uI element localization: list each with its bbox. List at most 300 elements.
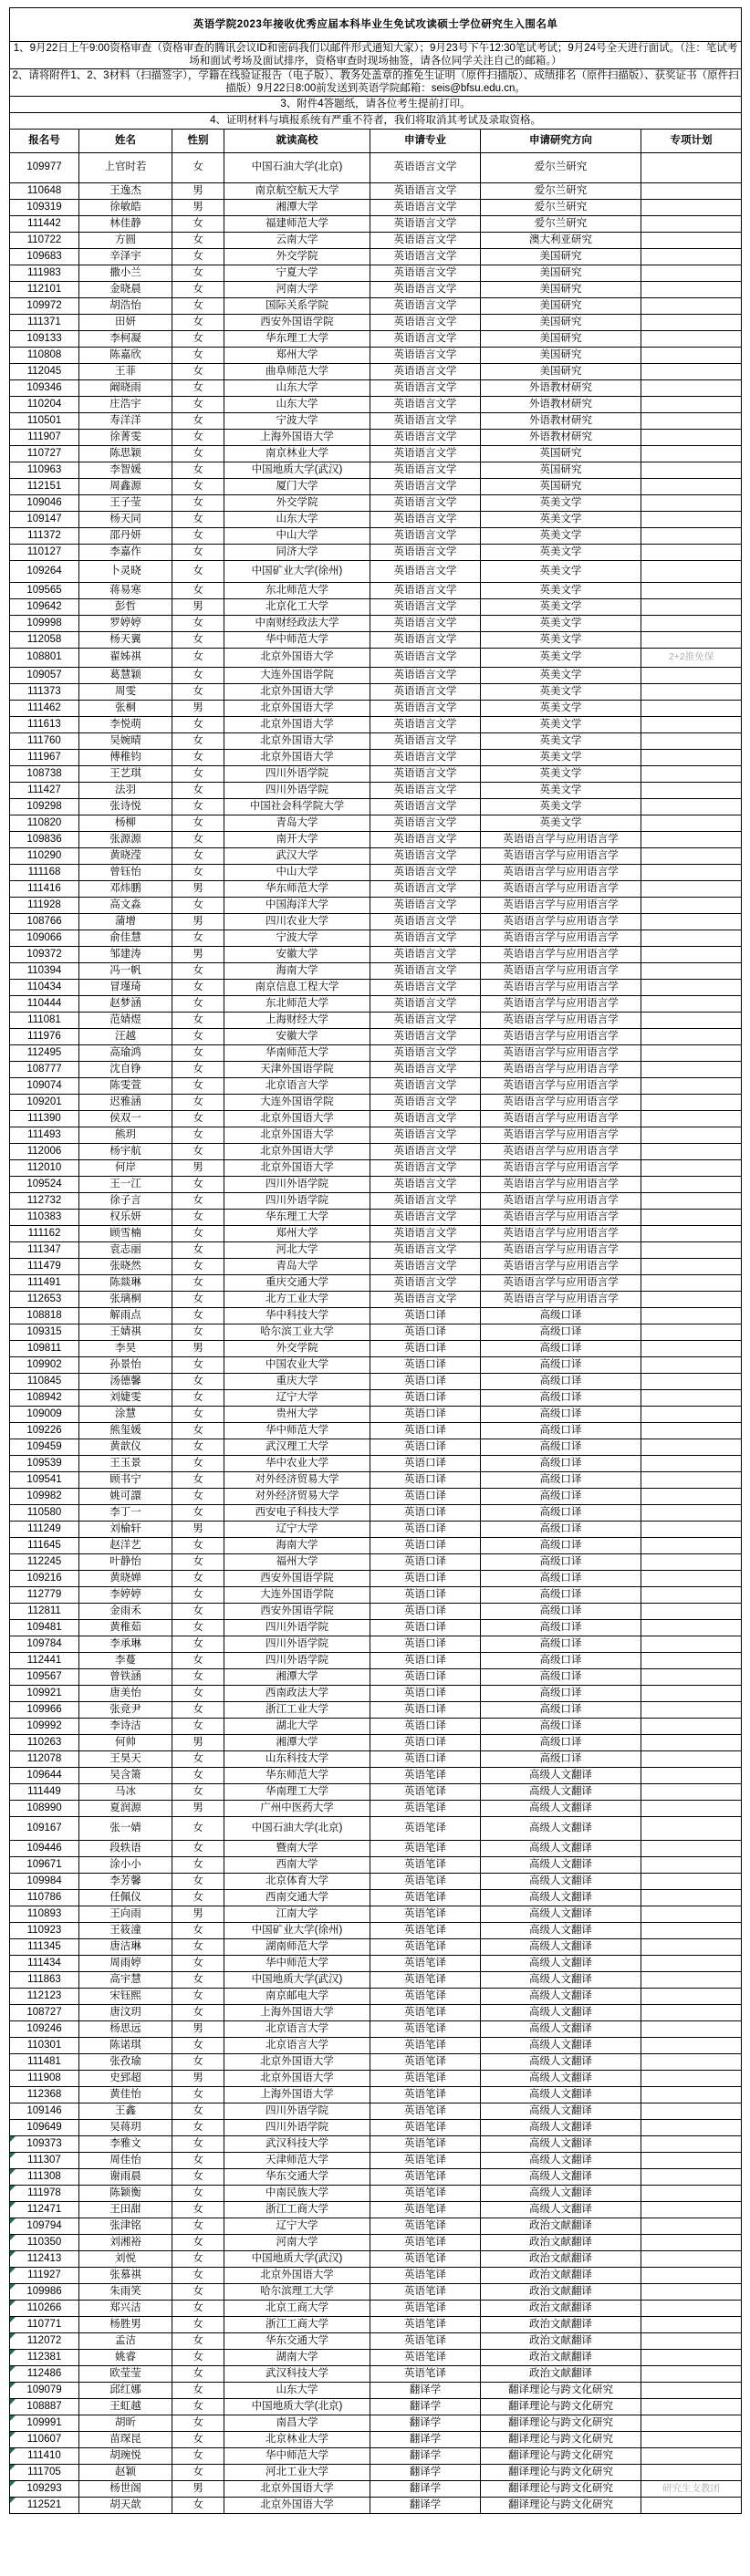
cell-major: 英语语言文学: [370, 667, 481, 683]
cell-university: 宁夏大学: [224, 265, 370, 281]
cell-reg-no: 112381: [10, 2349, 79, 2365]
cell-special-plan: [641, 363, 742, 379]
cell-name: 赵颖: [79, 2464, 172, 2480]
cell-special-plan: [641, 2447, 742, 2464]
cell-major: 英语语言文学: [370, 379, 481, 396]
table-row: [10, 1094, 742, 1110]
cell-name: 张慕祺: [79, 2267, 172, 2283]
cell-university: 东北师范大学: [224, 582, 370, 598]
cell-special-plan: [641, 782, 742, 798]
cell-special-plan: [641, 1356, 742, 1373]
cell-reg-no: 112441: [10, 1652, 79, 1668]
cell-direction: 高级口译: [481, 1619, 641, 1636]
cell-reg-no: 110808: [10, 347, 79, 363]
cell-name: 王菲: [79, 363, 172, 379]
error-flag-triangle-icon: [10, 2481, 16, 2487]
cell-name: 杨世阁: [79, 2480, 172, 2497]
cell-major: 英语笔译: [370, 2037, 481, 2053]
cell-gender: 男: [172, 598, 224, 615]
error-flag-triangle-icon: [10, 2465, 16, 2470]
cell-reg-no: 109459: [10, 1439, 79, 1455]
cell-reg-no: 110394: [10, 962, 79, 979]
table-row: [10, 2267, 742, 2283]
cell-special-plan: [641, 1094, 742, 1110]
cell-direction: 高级口译: [481, 1652, 641, 1668]
table-row: [10, 1800, 742, 1816]
cell-name: 李悦萌: [79, 716, 172, 732]
cell-special-plan: [641, 297, 742, 314]
cell-name: 张璃桐: [79, 1291, 172, 1307]
cell-gender: 女: [172, 330, 224, 347]
cell-special-plan: [641, 1586, 742, 1603]
cell-direction: 英语语言学与应用语言学: [481, 1258, 641, 1274]
cell-reg-no: 109982: [10, 1488, 79, 1504]
cell-university: 北京语言大学: [224, 2020, 370, 2037]
cell-name: 冯一帆: [79, 962, 172, 979]
cell-direction: 高级人文翻译: [481, 1988, 641, 2004]
cell-name: 张源源: [79, 831, 172, 847]
cell-major: 英语笔译: [370, 2070, 481, 2086]
cell-name: 周鑫源: [79, 478, 172, 494]
cell-direction: 爱尔兰研究: [481, 215, 641, 232]
cell-reg-no: 109836: [10, 831, 79, 847]
cell-direction: 英语语言学与应用语言学: [481, 995, 641, 1012]
cell-gender: 女: [172, 511, 224, 527]
cell-gender: 女: [172, 2497, 224, 2513]
cell-university: 四川外语学院: [224, 2103, 370, 2119]
cell-gender: 女: [172, 1971, 224, 1988]
cell-special-plan: [641, 667, 742, 683]
cell-reg-no: 111434: [10, 1955, 79, 1971]
cell-major: 英语语言文学: [370, 1012, 481, 1028]
cell-major: 英语口译: [370, 1521, 481, 1537]
table-row: [10, 363, 742, 379]
cell-gender: 女: [172, 429, 224, 445]
cell-university: 东北师范大学: [224, 995, 370, 1012]
cell-special-plan: [641, 1504, 742, 1521]
cell-major: 英语语言文学: [370, 544, 481, 560]
table-row: [10, 2349, 742, 2365]
cell-direction: 翻译理论与跨文化研究: [481, 2464, 641, 2480]
cell-special-plan: [641, 1685, 742, 1701]
cell-major: 英语语言文学: [370, 494, 481, 511]
cell-name: 黄稚茹: [79, 1619, 172, 1636]
cell-university: 南昌大学: [224, 2415, 370, 2431]
cell-reg-no: 109524: [10, 1176, 79, 1192]
cell-university: 重庆大学: [224, 1373, 370, 1389]
cell-gender: 女: [172, 1570, 224, 1586]
cell-reg-no: 112732: [10, 1192, 79, 1209]
cell-gender: 女: [172, 1922, 224, 1938]
cell-reg-no: 111908: [10, 2070, 79, 2086]
cell-gender: 女: [172, 1439, 224, 1455]
table-row: [10, 1816, 742, 1840]
cell-direction: 高级口译: [481, 1586, 641, 1603]
cell-direction: 高级人文翻译: [481, 2020, 641, 2037]
cell-major: 英语语言文学: [370, 297, 481, 314]
cell-special-plan: [641, 2250, 742, 2267]
cell-major: 英语笔译: [370, 1800, 481, 1816]
cell-name: 王虹越: [79, 2398, 172, 2415]
cell-university: 哈尔滨理工大学: [224, 2283, 370, 2300]
cell-major: 英语语言文学: [370, 979, 481, 995]
cell-major: 英语语言文学: [370, 527, 481, 544]
table-row: [10, 281, 742, 297]
cell-gender: 女: [172, 1077, 224, 1094]
cell-university: 上海外国语大学: [224, 429, 370, 445]
cell-university: 四川外语学院: [224, 1636, 370, 1652]
cell-direction: 英美文学: [481, 544, 641, 560]
cell-major: 英语口译: [370, 1701, 481, 1718]
cell-special-plan: [641, 880, 742, 897]
cell-reg-no: 108727: [10, 2004, 79, 2020]
table-row: [10, 396, 742, 412]
cell-gender: 女: [172, 1685, 224, 1701]
cell-gender: 女: [172, 1209, 224, 1225]
cell-gender: 男: [172, 1340, 224, 1356]
cell-special-plan: [641, 1718, 742, 1734]
cell-special-plan: [641, 2086, 742, 2103]
cell-major: 英语笔译: [370, 1955, 481, 1971]
cell-special-plan: [641, 1701, 742, 1718]
cell-direction: 英美文学: [481, 765, 641, 782]
cell-major: 英语语言文学: [370, 1061, 481, 1077]
cell-direction: 英语语言学与应用语言学: [481, 946, 641, 962]
cell-reg-no: 112811: [10, 1603, 79, 1619]
cell-gender: 女: [172, 2234, 224, 2250]
table-row: [10, 2382, 742, 2398]
error-flag-triangle-icon: [10, 2284, 16, 2290]
cell-special-plan: [641, 1274, 742, 1291]
cell-university: 上海外国语大学: [224, 2086, 370, 2103]
cell-special-plan: [641, 1488, 742, 1504]
cell-major: 英语语言文学: [370, 199, 481, 215]
cell-university: 海南大学: [224, 1537, 370, 1553]
cell-major: 英语语言文学: [370, 396, 481, 412]
cell-gender: 女: [172, 1488, 224, 1504]
cell-special-plan: [641, 815, 742, 831]
cell-reg-no: 111347: [10, 1241, 79, 1258]
cell-special-plan: [641, 1307, 742, 1324]
cell-gender: 女: [172, 1619, 224, 1636]
table-row: [10, 1767, 742, 1783]
cell-direction: 外语教材研究: [481, 396, 641, 412]
cell-direction: 高级人文翻译: [481, 1800, 641, 1816]
cell-gender: 女: [172, 248, 224, 265]
cell-gender: 女: [172, 2053, 224, 2070]
cell-university: 西南大学: [224, 1856, 370, 1873]
cell-gender: 女: [172, 445, 224, 462]
cell-gender: 女: [172, 1840, 224, 1856]
cell-reg-no: 110266: [10, 2300, 79, 2316]
cell-name: 金雨禾: [79, 1603, 172, 1619]
cell-university: 湖南师范大学: [224, 1938, 370, 1955]
cell-reg-no: 109541: [10, 1471, 79, 1488]
cell-special-plan: [641, 598, 742, 615]
cell-reg-no: 111645: [10, 1537, 79, 1553]
cell-university: 青岛大学: [224, 1258, 370, 1274]
cell-special-plan: [641, 182, 742, 199]
cell-gender: 女: [172, 1356, 224, 1373]
table-row: [10, 429, 742, 445]
error-flag-triangle-icon: [10, 2350, 16, 2355]
cell-major: 英语语言文学: [370, 232, 481, 248]
cell-name: 杨思远: [79, 2020, 172, 2037]
cell-direction: 高级人文翻译: [481, 2037, 641, 2053]
cell-direction: 高级口译: [481, 1685, 641, 1701]
cell-university: 北京外国语大学: [224, 2070, 370, 2086]
cell-special-plan: [641, 2398, 742, 2415]
cell-direction: 政治文献翻译: [481, 2300, 641, 2316]
cell-name: 熊玥: [79, 1127, 172, 1143]
table-row: [10, 1340, 742, 1356]
cell-major: 英语语言文学: [370, 598, 481, 615]
cell-name: 范婧煜: [79, 1012, 172, 1028]
cell-gender: 男: [172, 1800, 224, 1816]
cell-university: 哈尔滨工业大学: [224, 1324, 370, 1340]
table-row: [10, 1389, 742, 1406]
cell-name: 王昊天: [79, 1750, 172, 1767]
cell-reg-no: 111307: [10, 2152, 79, 2168]
cell-direction: 高级口译: [481, 1750, 641, 1767]
cell-reg-no: 109977: [10, 152, 79, 182]
cell-direction: 高级口译: [481, 1389, 641, 1406]
cell-reg-no: 108818: [10, 1307, 79, 1324]
cell-gender: 女: [172, 215, 224, 232]
cell-name: 何岸: [79, 1159, 172, 1176]
cell-gender: 女: [172, 1028, 224, 1044]
cell-direction: 高级人文翻译: [481, 2053, 641, 2070]
cell-major: 英语语言文学: [370, 347, 481, 363]
cell-reg-no: 109074: [10, 1077, 79, 1094]
cell-university: 武汉科技大学: [224, 2135, 370, 2152]
cell-reg-no: 109683: [10, 248, 79, 265]
cell-university: 华东理工大学: [224, 330, 370, 347]
table-row: [10, 1701, 742, 1718]
cell-major: 英语语言文学: [370, 1127, 481, 1143]
table-row: [10, 152, 742, 182]
cell-special-plan: [641, 716, 742, 732]
cell-gender: 男: [172, 182, 224, 199]
cell-reg-no: 108887: [10, 2398, 79, 2415]
cell-major: 英语语言文学: [370, 1028, 481, 1044]
table-row: [10, 1553, 742, 1570]
cell-major: 英语语言文学: [370, 462, 481, 478]
cell-gender: 女: [172, 1012, 224, 1028]
cell-name: 阚晓雨: [79, 379, 172, 396]
cell-major: 英语语言文学: [370, 1241, 481, 1258]
cell-direction: 翻译理论与跨文化研究: [481, 2447, 641, 2464]
cell-direction: 美国研究: [481, 281, 641, 297]
cell-major: 英语语言文学: [370, 1044, 481, 1061]
cell-major: 英语笔译: [370, 1816, 481, 1840]
cell-university: 华东师范大学: [224, 1767, 370, 1783]
cell-name: 陈思颖: [79, 445, 172, 462]
cell-direction: 英语语言学与应用语言学: [481, 847, 641, 864]
cell-university: 天津外国语学院: [224, 1061, 370, 1077]
cell-major: 英语语言文学: [370, 782, 481, 798]
cell-direction: 英美文学: [481, 598, 641, 615]
cell-reg-no: 109671: [10, 1856, 79, 1873]
cell-name: 张津铭: [79, 2218, 172, 2234]
cell-special-plan: [641, 1340, 742, 1356]
cell-gender: 女: [172, 765, 224, 782]
cell-university: 福州大学: [224, 1553, 370, 1570]
cell-reg-no: 110263: [10, 1734, 79, 1750]
cell-reg-no: 109298: [10, 798, 79, 815]
cell-name: 李承琳: [79, 1636, 172, 1652]
cell-university: 河北工业大学: [224, 2464, 370, 2480]
error-flag-triangle-icon: [10, 2415, 16, 2421]
cell-reg-no: 110290: [10, 847, 79, 864]
cell-university: 曲阜师范大学: [224, 363, 370, 379]
cell-reg-no: 112101: [10, 281, 79, 297]
cell-name: 周雯: [79, 683, 172, 700]
cell-name: 孟洁: [79, 2332, 172, 2349]
cell-name: 唐汶玥: [79, 2004, 172, 2020]
table-row: [10, 1783, 742, 1800]
cell-special-plan: [641, 2332, 742, 2349]
cell-university: 中山大学: [224, 864, 370, 880]
cell-special-plan: [641, 215, 742, 232]
table-row: [10, 1668, 742, 1685]
cell-direction: 翻译理论与跨文化研究: [481, 2398, 641, 2415]
cell-gender: 男: [172, 2020, 224, 2037]
cell-major: 英语笔译: [370, 1922, 481, 1938]
table-row: [10, 749, 742, 765]
cell-gender: 女: [172, 683, 224, 700]
cell-university: 湘潭大学: [224, 199, 370, 215]
cell-name: 徐敏皓: [79, 199, 172, 215]
cell-reg-no: 110127: [10, 544, 79, 560]
cell-direction: 高级口译: [481, 1406, 641, 1422]
cell-name: 徐菁雯: [79, 429, 172, 445]
cell-gender: 女: [172, 1955, 224, 1971]
cell-name: 欧莹莹: [79, 2365, 172, 2382]
cell-direction: 英语语言学与应用语言学: [481, 913, 641, 930]
cell-direction: 高级人文翻译: [481, 2086, 641, 2103]
cell-reg-no: 110607: [10, 2431, 79, 2447]
cell-gender: 男: [172, 2070, 224, 2086]
cell-special-plan: [641, 1209, 742, 1225]
table-row: [10, 782, 742, 798]
cell-name: 庄浩宇: [79, 396, 172, 412]
cell-special-plan: [641, 1971, 742, 1988]
error-flag-triangle-icon: [10, 2366, 16, 2372]
cell-major: 英语语言文学: [370, 314, 481, 330]
cell-university: 广州中医药大学: [224, 1800, 370, 1816]
cell-special-plan: [641, 897, 742, 913]
cell-reg-no: 109226: [10, 1422, 79, 1439]
cell-special-plan: [641, 347, 742, 363]
cell-university: 浙江工业大学: [224, 1701, 370, 1718]
cell-direction: 高级口译: [481, 1521, 641, 1537]
cell-gender: 男: [172, 1734, 224, 1750]
cell-reg-no: 109986: [10, 2283, 79, 2300]
cell-direction: 高级口译: [481, 1307, 641, 1324]
cell-name: 张桐: [79, 700, 172, 716]
cell-special-plan: [641, 1241, 742, 1258]
cell-reg-no: 111308: [10, 2168, 79, 2185]
cell-reg-no: 109481: [10, 1619, 79, 1636]
cell-special-plan: [641, 2218, 742, 2234]
cell-reg-no: 111978: [10, 2185, 79, 2201]
cell-reg-no: 110350: [10, 2234, 79, 2250]
cell-special-plan: [641, 1422, 742, 1439]
cell-direction: 英美文学: [481, 560, 641, 582]
cell-name: 吴含箫: [79, 1767, 172, 1783]
cell-name: 蒲增: [79, 913, 172, 930]
cell-gender: 女: [172, 979, 224, 995]
cell-university: 暨南大学: [224, 1840, 370, 1856]
table-row: [10, 248, 742, 265]
cell-gender: 女: [172, 363, 224, 379]
cell-reg-no: 111967: [10, 749, 79, 765]
cell-name: 涂小小: [79, 1856, 172, 1873]
cell-direction: 英美文学: [481, 511, 641, 527]
table-row: [10, 1873, 742, 1889]
cell-major: 英语口译: [370, 1652, 481, 1668]
column-header-1: 姓名: [79, 129, 172, 152]
cell-university: 中国地质大学(武汉): [224, 2250, 370, 2267]
cell-direction: 英语语言学与应用语言学: [481, 1176, 641, 1192]
cell-gender: 女: [172, 716, 224, 732]
cell-name: 熊玺媛: [79, 1422, 172, 1439]
cell-reg-no: 111168: [10, 864, 79, 880]
cell-major: 翻译学: [370, 2464, 481, 2480]
cell-university: 四川外语学院: [224, 782, 370, 798]
cell-name: 何帅: [79, 1734, 172, 1750]
cell-direction: 英语语言学与应用语言学: [481, 1044, 641, 1061]
cell-gender: 女: [172, 281, 224, 297]
cell-university: 华中农业大学: [224, 1455, 370, 1471]
cell-name: 刘湘裕: [79, 2234, 172, 2250]
cell-reg-no: 110444: [10, 995, 79, 1012]
cell-name: 权乐妍: [79, 1209, 172, 1225]
cell-major: 英语语言文学: [370, 749, 481, 765]
table-row: [10, 798, 742, 815]
cell-reg-no: 109046: [10, 494, 79, 511]
cell-reg-no: 110204: [10, 396, 79, 412]
cell-direction: 美国研究: [481, 297, 641, 314]
cell-major: 英语口译: [370, 1307, 481, 1324]
cell-reg-no: 112653: [10, 1291, 79, 1307]
cell-name: 曾铁涵: [79, 1668, 172, 1685]
error-flag-triangle-icon: [10, 2169, 16, 2175]
cell-reg-no: 109373: [10, 2135, 79, 2152]
table-row: [10, 847, 742, 864]
error-flag-triangle-icon: [10, 2333, 16, 2339]
cell-reg-no: 111373: [10, 683, 79, 700]
cell-direction: 美国研究: [481, 330, 641, 347]
table-row: [10, 2119, 742, 2135]
cell-direction: 英国研究: [481, 445, 641, 462]
table-row: [10, 1422, 742, 1439]
cell-direction: 高级口译: [481, 1324, 641, 1340]
cell-gender: 男: [172, 913, 224, 930]
cell-university: 中国矿业大学(徐州): [224, 1922, 370, 1938]
cell-gender: 女: [172, 297, 224, 314]
cell-special-plan: [641, 1652, 742, 1668]
cell-direction: 高级人文翻译: [481, 2070, 641, 2086]
cell-reg-no: 109009: [10, 1406, 79, 1422]
cell-reg-no: 112151: [10, 478, 79, 494]
cell-special-plan: [641, 2464, 742, 2480]
cell-major: 英语笔译: [370, 1906, 481, 1922]
table-row: [10, 946, 742, 962]
cell-name: 王艺琪: [79, 765, 172, 782]
cell-reg-no: 109246: [10, 2020, 79, 2037]
